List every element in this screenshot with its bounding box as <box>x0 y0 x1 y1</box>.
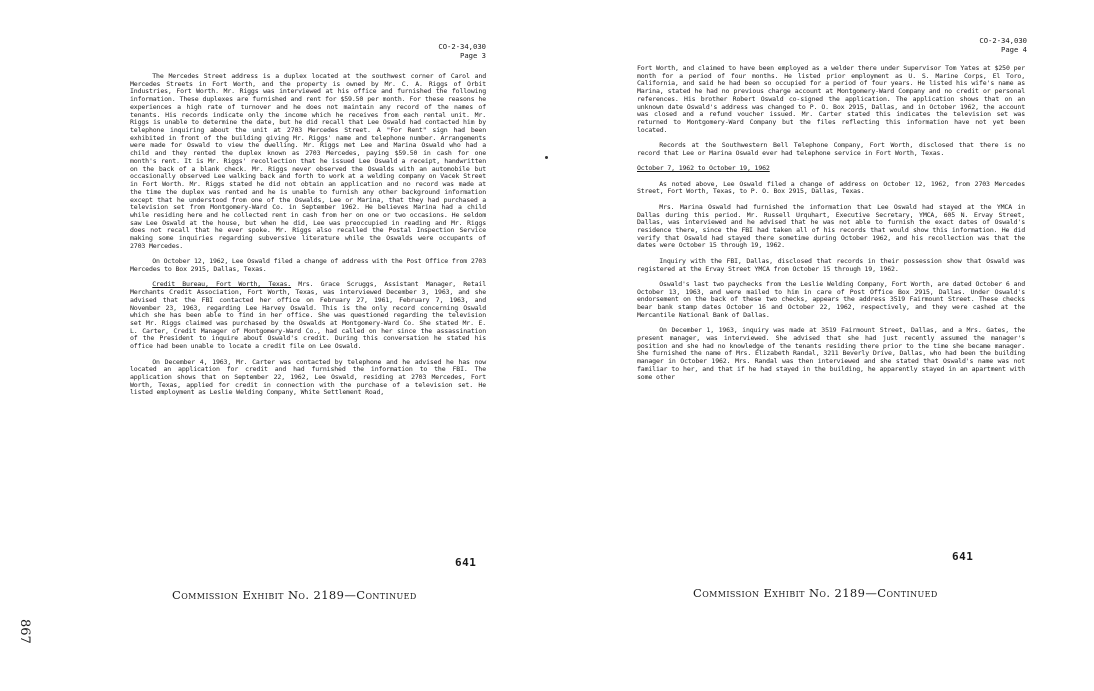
credit-bureau-text: Mrs. Grace Scruggs, Assistant Manager, Retail Merchants Credit Association, Fort Worth, Texas, was interviewed December 3, 1963, and she advised that the FBI contacted her office on February 27, 1961, February 7, 1963, and November 23, 1963, regarding Lee Harvey Oswald. This is the only record concerning Oswald which she has been able to find in her office. She was questioned regarding the television set Mr. Riggs claimed was purchased by the Oswalds at Montgomery-Ward Co. She stated Mr. E. L. Carter, Credit Manager of Montgomery-Ward Co., had called on her since the assassination of the President to inquire about Oswald's credit. During this conversation he stated his office had been unable to locate a credit file on Lee Oswald. <box>130 280 486 351</box>
right-ref-number: CO-2-34,030 <box>979 36 1027 45</box>
right-paragraph-fairmount: On December 1, 1963, inquiry was made at 3519 Fairmount Street, Dallas, and a Mrs. Gates, the present manager, was interviewed. She advised that she had just recently assumed the manager's position and she had no knowledge of the tenants residing there prior to the time she became manager. She furnished the name of Mrs. Elizabeth Randal, 3211 Beverly Drive, Dallas, who had been the building manager in October 1962. Mrs. Randal was then interviewed and she stated that Oswald's name was not familiar to her, and that if he had stayed in the building, he apparently stayed in an apartment with some other <box>637 326 1025 381</box>
right-paragraph-fbi-inquiry: Inquiry with the FBI, Dallas, disclosed that records in their possession show that Oswald was registered at the Ervay Street YMCA from October 15 through 19, 1962. <box>637 256 1025 273</box>
left-body-text <box>130 73 486 405</box>
right-section-heading-wrap <box>637 165 1025 173</box>
left-paragraph-carter: On December 4, 1963, Mr. Carter was contacted by telephone and he advised he has now located an application for credit and had furnished the information to the FBI. The application shows that on September 22, 1962, Lee Oswald, residing at 2703 Mercedes, Fort Worth, Texas, applied for credit in connection with the purchase of a television set. He listed employment as Leslie Welding Company, White Settlement Road, <box>130 357 486 397</box>
section-heading: October 7, 1962 to October 19, 1962 <box>637 164 770 173</box>
right-body-text <box>637 65 1025 389</box>
right-paragraph-continued: Fort Worth, and claimed to have been employed as a welder there under Supervisor Tom Yates at $250 per month for a period of four months. He listed prior employment as U. S. Marine Corps, El Toro, California, and said he had been so occupied for a period of four years. He listed his wife's name as Marina, stated he had no previous charge account at Montgomery-Ward Company and no credit or personal references. His brother Robert Oswald co-signed the application. The application shows that on an unknown date Oswald's address was changed to P. O. Box 2915, Dallas, and in October 1962, the account was closed and a refund voucher issued. Mr. Carter stated this indicates the television set was returned to Montgomery-Ward Company but the files reflecting this information have not yet been located. <box>637 64 1025 134</box>
right-paragraph-paychecks: Oswald's last two paychecks from the Leslie Welding Company, Fort Worth, are dated October 6 and October 13, 1963, and were mailed to him in care of Post Office Box 2915, Dallas. Under Oswald's endorsement on the back of these two checks, appears the address 3519 Fairmount Street. These checks bear bank stamp dates October 16 and October 22, 1962, respectively, and they were cashed at the Mercantile National Bank of Dallas. <box>637 279 1025 319</box>
right-page-number: 641 <box>952 550 974 563</box>
left-page-header <box>400 42 486 60</box>
right-paragraph-telephone: Records at the Southwestern Bell Telephone Company, Fort Worth, disclosed that there is no record that Lee or Marina Oswald ever had telephone service in Fort Worth, Texas. <box>637 141 1025 157</box>
left-page-label: Page 3 <box>460 51 486 60</box>
right-paragraph-ymca: Mrs. Marina Oswald had furnished the information that Lee Oswald had stayed at the YMCA in Dallas during this period. Mr. Russell Urquhart, Executive Secretary, YMCA, 605 N. Ervay Street, Dallas, was interviewed and he advised that he was not able to furnish the exact dates of Oswald's residence there, since the FBI had taken all of his records that would show this information. He did verify that Oswald had stayed there sometime during October 1962, and his recollection was that the dates were October 15 through 19, 1962. <box>637 202 1025 250</box>
margin-page-number: 867 <box>17 619 32 644</box>
right-page-label: Page 4 <box>1001 45 1027 54</box>
left-page-number: 641 <box>455 556 477 569</box>
left-exhibit-caption: Commission Exhibit No. 2189—Continued <box>172 588 417 602</box>
right-page-header <box>939 36 1027 54</box>
left-paragraph-credit-bureau <box>130 281 486 350</box>
left-paragraph-riggs: The Mercedes Street address is a duplex located at the southwest corner of Carol and Mercedes Streets in Fort Worth, and the property is owned by Mr. C. A. Riggs of Orbit Industries, Fort Worth. Mr. Riggs was interviewed at his office and furnished the following information. These duplexes are furnished and rent for $59.50 per month. For these reasons he experiences a high rate of turnover and he does not maintain any record of the names of tenants. His records indicate only the income which he receives from each rental unit. Mr. Riggs is unable to determine the date, but he did recall that Lee Oswald had contacted him by telephone inquiring about the unit at 2703 Mercedes Street. A "For Rent" sign had been exhibited in front of the building giving Mr. Riggs' name and telephone number. Arrangements were made for Oswald to view the dwelling. Mr. Riggs met Lee and Marina Oswald who had a child and they rented the duplex known as 2703 Mercedes, paying $59.50 in cash for one month's rent. It is Mr. Riggs' recollection that he issued Lee Oswald a receipt, handwritten on the back of a blank check. Mr. Riggs never observed the Oswalds with an automobile but occasionally observed Lee walking back and forth to work at a welding company on Vacek Street in Fort Worth. Mr. Riggs stated he did not obtain an application and no record was made at the time the duplex was rented and he is unable to furnish any other background information except that he understood from one of the Oswalds, Lee or Marina, that they had purchased a television set from Montgomery-Ward Co. in September 1962. He believes Marina had a child while residing here and he collected rent in cash from her on one or two occasions. He seldom saw Lee Oswald at the house, but when he did, Lee was preoccupied in reading and Mr. Riggs does not recall that he ever spoke. Mr. Riggs also recalled the Postal Inspection Service making some inquiries regarding subversive literature while the Oswalds were occupants of 2703 Mercedes. <box>130 72 486 250</box>
credit-bureau-heading: Credit Bureau, Fort Worth, Texas. <box>152 280 292 289</box>
left-paragraph-change-of-address: On October 12, 1962, Lee Oswald filed a change of address with the Post Office from 2703 Mercedes to Box 2915, Dallas, Texas. <box>130 257 486 273</box>
right-exhibit-caption: Commission Exhibit No. 2189—Continued <box>693 586 938 600</box>
right-paragraph-change-of-address: As noted above, Lee Oswald filed a change of address on October 12, 1962, from 2703 Mercedes Street, Fort Worth, Texas, to P. O. Box 2915, Dallas, Texas. <box>637 179 1025 196</box>
left-ref-number: CO-2-34,030 <box>438 42 486 51</box>
right-page <box>547 0 1094 691</box>
